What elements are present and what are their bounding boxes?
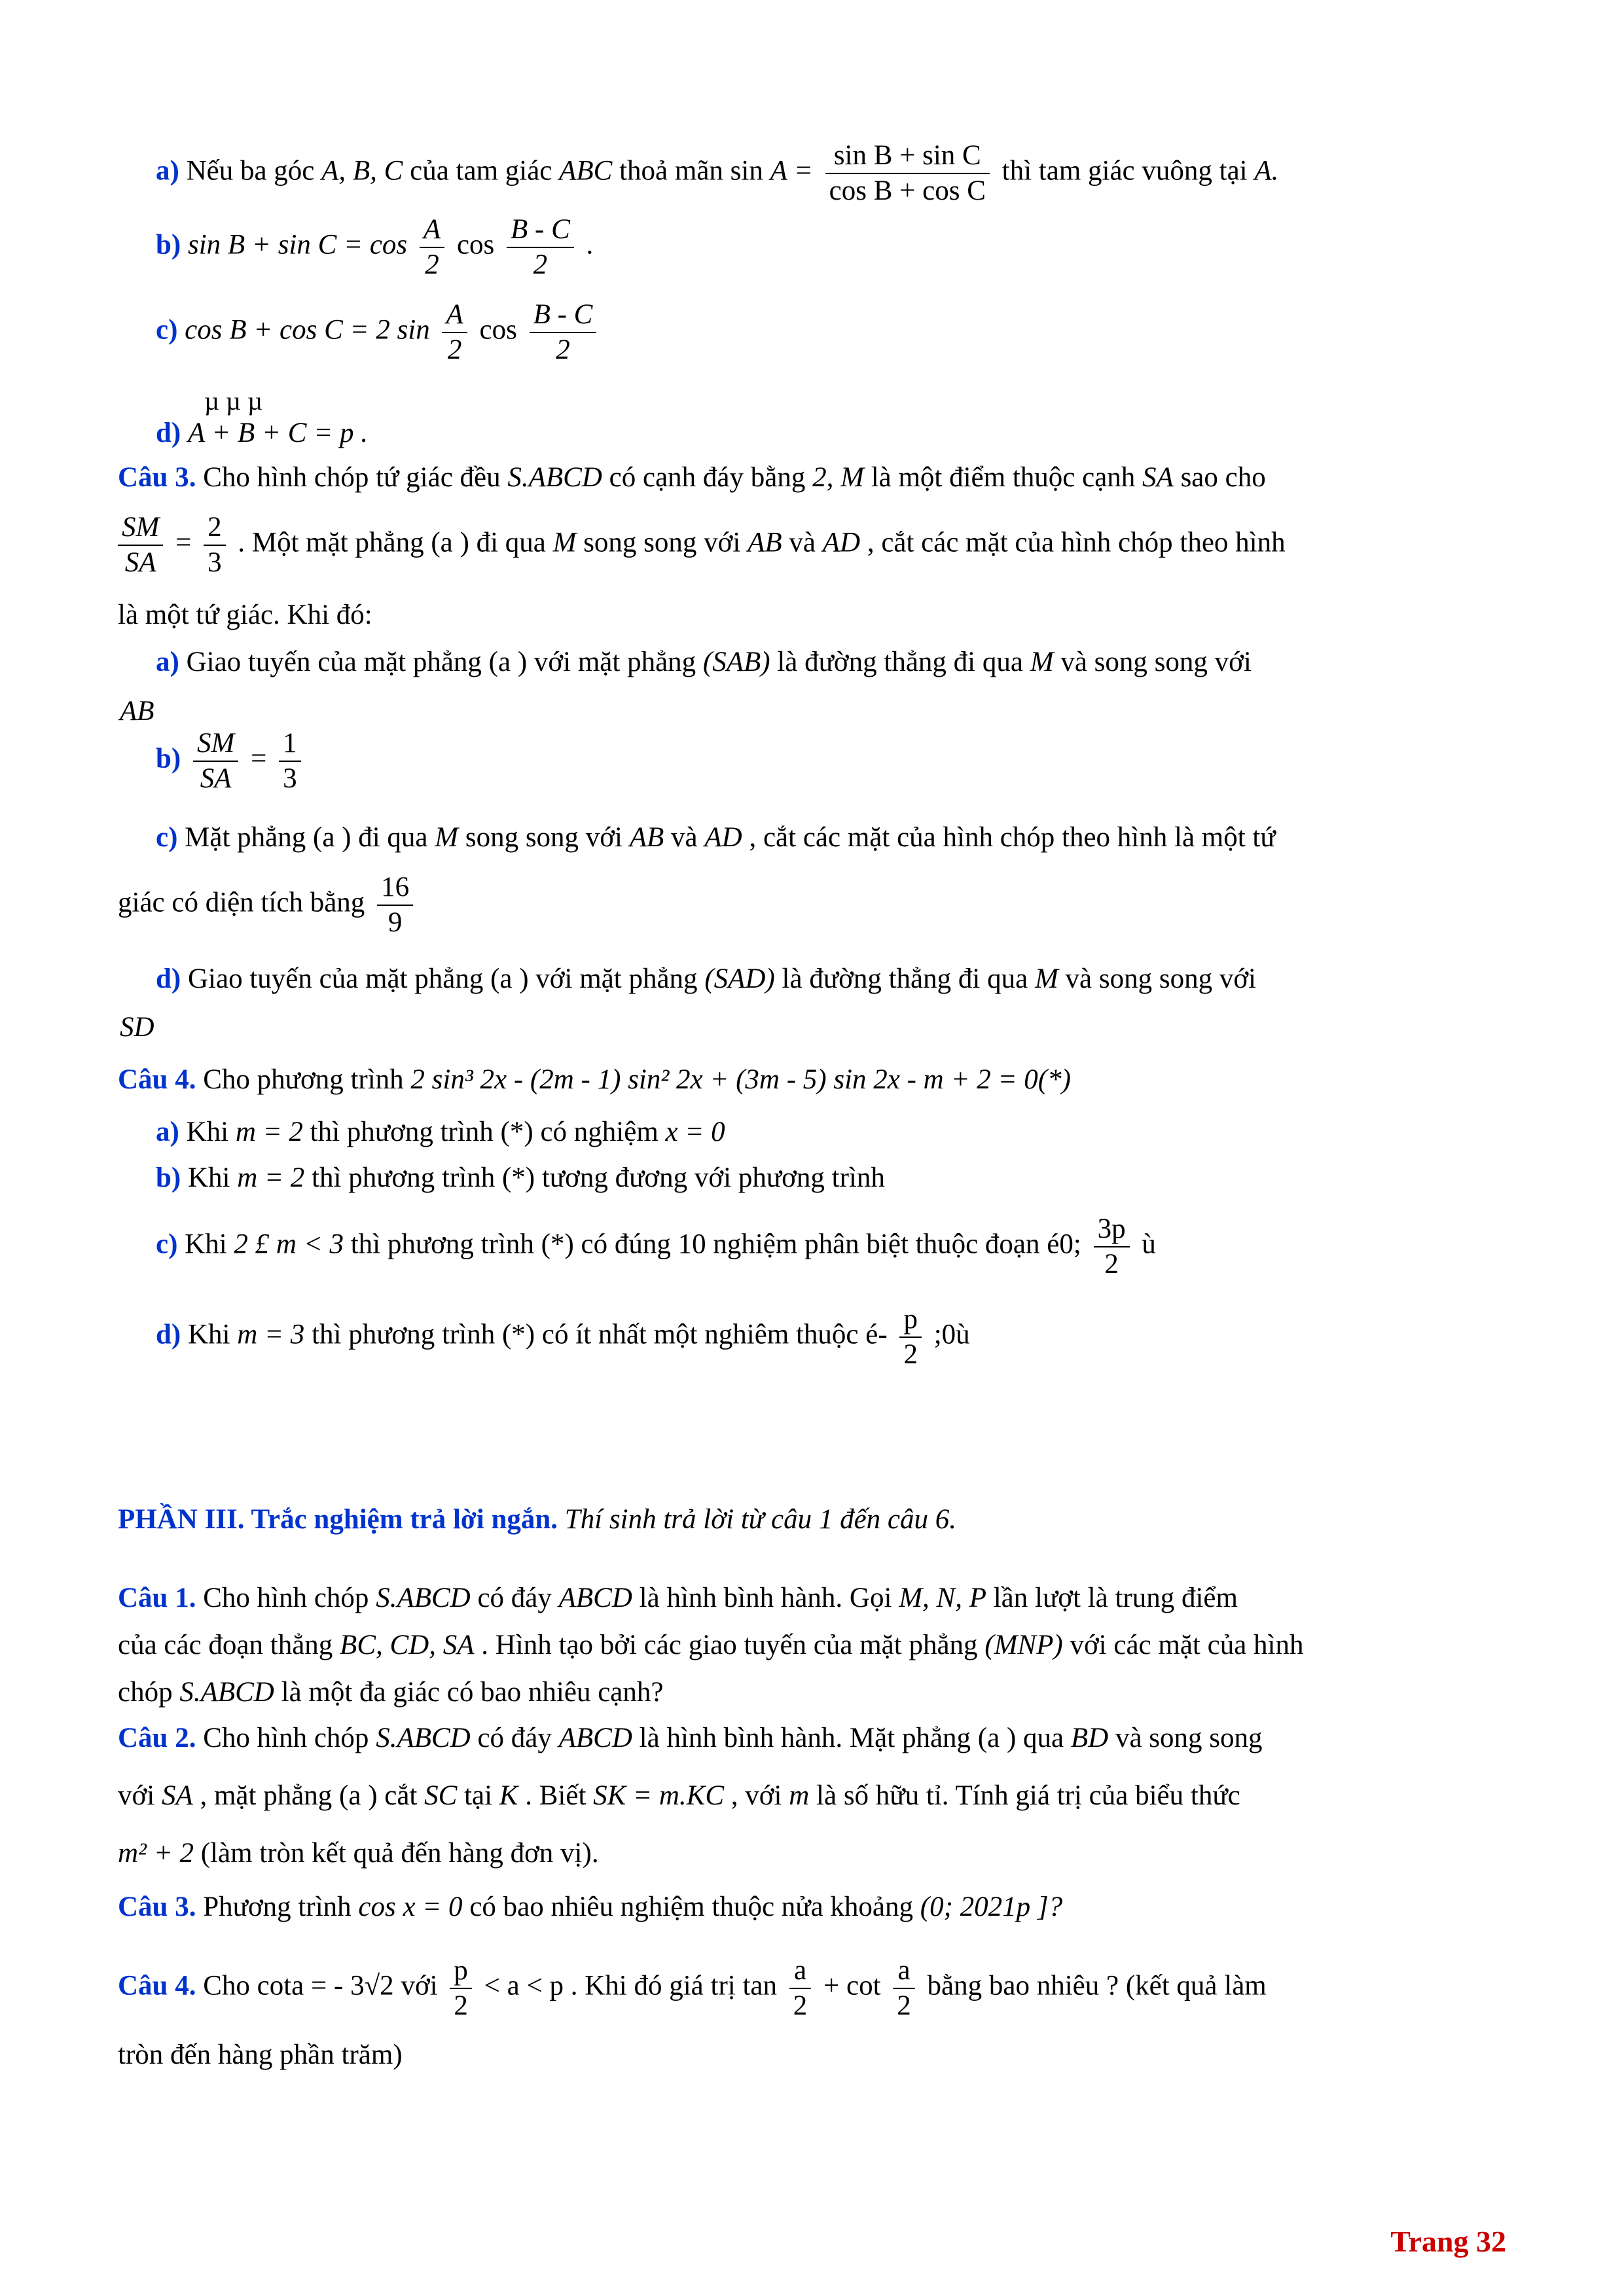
q2-item-b — [156, 213, 593, 281]
text: là một điểm thuộc cạnh — [871, 462, 1136, 493]
section-heading — [118, 1505, 956, 1534]
text: thì phương trình (*) tương đương với phương trình — [312, 1162, 885, 1193]
math: ù — [1142, 1229, 1156, 1260]
text: Phương trình — [203, 1892, 352, 1922]
fraction — [442, 298, 467, 367]
denominator: 2 — [1104, 1248, 1119, 1280]
denominator: 2 — [903, 1338, 918, 1370]
math: = — [175, 527, 192, 558]
text: có đáy — [477, 1583, 552, 1613]
text: . Biết — [525, 1780, 586, 1811]
s1-line-3 — [118, 1678, 663, 1706]
text: . Hình tạo bởi các giao tuyến của mặt phẳng — [481, 1630, 978, 1660]
item-label: d) — [156, 1319, 181, 1350]
q3-item-a-cont — [120, 697, 154, 725]
text: thì phương trình (*) có ít nhất một nghiêm thuộc — [312, 1319, 859, 1350]
text: Khi — [186, 1117, 229, 1147]
fraction — [450, 1954, 472, 2022]
math: S.ABCD — [376, 1583, 471, 1613]
s2-line-3 — [118, 1839, 599, 1867]
item-label: a) — [156, 155, 179, 187]
text: , mặt phẳng (a ) cắt — [200, 1780, 418, 1811]
q2-item-c — [156, 298, 602, 367]
numerator: 1 — [279, 726, 301, 762]
text: Khi — [187, 1319, 230, 1350]
text: < a < p . Khi đó giá trị tan — [484, 1970, 777, 2001]
math: é0; — [1047, 1229, 1081, 1260]
numerator: a — [893, 1954, 915, 1989]
numerator: p — [899, 1302, 922, 1338]
q4-item-c — [156, 1212, 1156, 1281]
numerator: SM — [193, 726, 238, 762]
text: có bao nhiêu nghiệm thuộc nửa khoảng — [469, 1892, 914, 1922]
q3-item-c-cont — [118, 870, 418, 939]
math: M, N, P — [899, 1583, 986, 1613]
numerator: A — [442, 298, 467, 333]
math: sin B + sin C = cos — [187, 229, 408, 260]
math: cos B + cos C = 2 sin — [185, 314, 430, 346]
math: m = 2 — [237, 1162, 305, 1193]
math: (0; 2021p ]? — [920, 1892, 1063, 1922]
q3-line-3 — [118, 601, 372, 629]
text: Khi — [187, 1162, 230, 1193]
page-number: Trang 32 — [1390, 2225, 1506, 2258]
fraction — [279, 726, 301, 795]
math: ;0ù — [933, 1319, 970, 1350]
math: (SAB) — [702, 647, 770, 677]
math: A + B + C = p . — [187, 418, 368, 448]
text: song song với — [583, 527, 741, 558]
math: AD — [704, 822, 742, 853]
q4-line-1 — [118, 1066, 1071, 1094]
denominator: 2 — [425, 249, 439, 280]
item-label: b) — [156, 1162, 181, 1193]
math: x = 0 — [665, 1117, 725, 1147]
denominator: 9 — [388, 906, 403, 938]
q3-item-d — [156, 965, 1256, 993]
s4-line-2 — [118, 2041, 403, 2069]
fraction — [1094, 1212, 1130, 1281]
math: cos x = 0 — [358, 1892, 463, 1922]
question-number: Câu 3. — [118, 462, 196, 493]
text: thì phương trình (*) có đúng 10 nghiệm phân biệt thuộc đoạn — [350, 1229, 1040, 1260]
math: M — [1030, 647, 1054, 677]
text: Khi — [185, 1229, 227, 1260]
text: là một tứ giác. Khi đó: — [118, 600, 372, 630]
math: M — [1034, 963, 1058, 994]
math: cos — [456, 229, 495, 260]
math: 2, M — [812, 462, 864, 493]
text: và — [671, 822, 698, 853]
q3-line-1 — [118, 463, 1266, 492]
q2-item-d-hats — [204, 388, 262, 414]
q3-item-b — [156, 726, 306, 795]
item-label: b) — [156, 229, 181, 260]
text: và — [789, 527, 816, 558]
math: ABCD — [558, 1723, 632, 1753]
text: và song song với — [1065, 963, 1257, 994]
text: là một đa giác có bao nhiêu cạnh? — [281, 1677, 664, 1708]
text: có đáy — [477, 1723, 552, 1753]
text: thì phương trình (*) có nghiệm — [310, 1117, 659, 1147]
text: và song song với — [1060, 647, 1252, 677]
text: Cho phương trình — [203, 1064, 404, 1095]
q4-item-a — [156, 1118, 725, 1146]
denominator: 2 — [454, 1990, 468, 2021]
fraction — [118, 511, 163, 579]
text: tròn đến hàng phần trăm) — [118, 2039, 403, 2070]
hat-marks: µ µ µ — [204, 386, 263, 416]
q2-item-a — [156, 139, 1278, 207]
numerator: p — [450, 1954, 472, 1989]
s1-line-2 — [118, 1631, 1303, 1659]
math: BD — [1070, 1723, 1109, 1753]
text: là hình bình hành. Mặt phẳng (a ) qua — [639, 1723, 1064, 1753]
text: sao cho — [1180, 462, 1266, 493]
fraction — [899, 1302, 922, 1371]
text: là số hữu tỉ. Tính giá trị của biểu thức — [816, 1780, 1240, 1811]
item-label: b) — [156, 743, 181, 774]
math: AB — [748, 527, 782, 558]
math: A. — [1254, 155, 1279, 187]
math: + cot — [823, 1970, 881, 2001]
math: m² + 2 — [118, 1838, 194, 1869]
fraction — [825, 139, 990, 207]
s1-line-1 — [118, 1584, 1238, 1612]
text: Giao tuyến của mặt phẳng (a ) với mặt phẳng — [186, 647, 696, 677]
math: SD — [120, 1012, 154, 1043]
denominator: cos B + cos C — [829, 175, 986, 206]
section-instruction: Thí sinh trả lời từ câu 1 đến câu 6. — [564, 1504, 957, 1535]
item-label: c) — [156, 822, 178, 853]
text: của tam giác — [410, 155, 552, 187]
denominator: 2 — [793, 1990, 808, 2021]
math: SA — [1142, 462, 1174, 493]
numerator: 16 — [377, 870, 413, 906]
math: AB — [629, 822, 664, 853]
math: é- — [865, 1319, 888, 1350]
text: của các đoạn thẳng — [118, 1630, 333, 1660]
fraction — [789, 1954, 812, 2022]
math: AD — [822, 527, 861, 558]
q3-line-2 — [118, 511, 1286, 579]
question-number: Câu 1. — [118, 1583, 196, 1613]
text: là đường thẳng đi qua — [782, 963, 1028, 994]
question-number: Câu 2. — [118, 1723, 196, 1753]
s4-line-1 — [118, 1954, 1267, 2022]
denominator: 3 — [283, 762, 297, 794]
q4-item-d — [156, 1302, 970, 1371]
math: S.ABCD — [179, 1677, 274, 1708]
math: A = — [770, 155, 813, 187]
math: Cho cota = - 3√2 — [203, 1970, 394, 2001]
text: Mặt phẳng (a ) đi qua — [185, 822, 428, 853]
text: thoả mãn sin — [619, 155, 763, 187]
math: SC — [424, 1780, 458, 1811]
text: , cắt các mặt của hình chóp theo hình là một tứ — [749, 822, 1276, 853]
numerator: SM — [118, 511, 163, 546]
question-number: Câu 4. — [118, 1970, 196, 2001]
item-label: c) — [156, 314, 178, 346]
text: tại — [464, 1780, 493, 1811]
s2-line-2 — [118, 1782, 1240, 1810]
math: 2 £ m < 3 — [234, 1229, 344, 1260]
math: SA — [161, 1780, 193, 1811]
s3-line-1 — [118, 1893, 1062, 1921]
text: với — [401, 1970, 438, 2001]
numerator: B - C — [507, 213, 574, 248]
text: (làm tròn kết quả đến hàng đơn vị). — [200, 1838, 599, 1869]
math: S.ABCD — [376, 1723, 471, 1753]
q4-item-b — [156, 1164, 885, 1192]
item-label: a) — [156, 647, 179, 677]
item-label: d) — [156, 418, 181, 448]
math: K — [499, 1780, 518, 1811]
q3-item-a — [156, 648, 1252, 676]
section-title: PHẦN III. Trắc nghiệm trả lời ngắn. — [118, 1504, 558, 1535]
text: Cho hình chóp — [203, 1723, 369, 1753]
numerator: 2 — [204, 511, 226, 546]
denominator: 2 — [533, 249, 548, 280]
text: lần lượt là trung điểm — [993, 1583, 1238, 1613]
math: ABC — [559, 155, 613, 187]
text: . Một mặt phẳng (a ) đi qua — [238, 527, 546, 558]
fraction — [530, 298, 597, 367]
text: Nếu ba góc — [186, 155, 315, 187]
math: A, B, C — [321, 155, 403, 187]
fraction — [507, 213, 574, 281]
text: , với — [731, 1780, 782, 1811]
math: BC, CD, SA — [340, 1630, 475, 1660]
math: = — [251, 743, 267, 774]
text: Giao tuyến của mặt phẳng (a ) với mặt phẳng — [187, 963, 698, 994]
math: AB — [120, 696, 154, 726]
math: m — [789, 1780, 810, 1811]
math: m = 3 — [237, 1319, 305, 1350]
text: và song song — [1115, 1723, 1263, 1753]
q2-item-d — [156, 419, 368, 447]
text: . — [586, 229, 594, 260]
denominator: SA — [200, 762, 232, 794]
text: với các mặt của hình — [1070, 1630, 1304, 1660]
item-label: c) — [156, 1229, 178, 1260]
text: chóp — [118, 1677, 173, 1708]
text: giác có diện tích bằng — [118, 887, 365, 918]
denominator: SA — [124, 547, 156, 578]
text: là đường thẳng đi qua — [777, 647, 1023, 677]
math: M — [435, 822, 459, 853]
numerator: a — [789, 1954, 812, 1989]
text: , cắt các mặt của hình chóp theo hình — [867, 527, 1286, 558]
math: SK = m.KC — [593, 1780, 725, 1811]
text: bằng bao nhiêu ? (kết quả làm — [927, 1970, 1267, 2001]
denominator: 2 — [447, 334, 462, 365]
numerator: 3p — [1094, 1212, 1130, 1247]
numerator: sin B + sin C — [825, 139, 990, 174]
item-label: d) — [156, 963, 181, 994]
question-number: Câu 3. — [118, 1892, 196, 1922]
fraction — [420, 213, 444, 281]
text: Cho hình chóp — [203, 1583, 369, 1613]
fraction — [377, 870, 413, 939]
text: thì tam giác vuông tại — [1001, 155, 1248, 187]
text: song song với — [465, 822, 623, 853]
fraction — [893, 1954, 915, 2022]
question-number: Câu 4. — [118, 1064, 196, 1095]
text: với — [118, 1780, 155, 1811]
denominator: 2 — [897, 1990, 911, 2021]
math: cos — [479, 314, 517, 346]
math: 2 sin³ 2x - (2m - 1) sin² 2x + (3m - 5) sin 2x - m + 2 = 0(*) — [410, 1064, 1071, 1095]
fraction — [193, 726, 238, 795]
text: Cho hình chóp tứ giác đều — [203, 462, 501, 493]
math: m = 2 — [235, 1117, 303, 1147]
s2-line-1 — [118, 1724, 1263, 1752]
math: ABCD — [558, 1583, 632, 1613]
item-label: a) — [156, 1117, 179, 1147]
math: S.ABCD — [507, 462, 602, 493]
text: là hình bình hành. Gọi — [639, 1583, 892, 1613]
math: (SAD) — [704, 963, 775, 994]
q3-item-d-cont — [120, 1013, 154, 1041]
denominator: 2 — [556, 334, 570, 365]
math: (MNP) — [984, 1630, 1063, 1660]
fraction — [204, 511, 226, 579]
numerator: B - C — [530, 298, 597, 333]
denominator: 3 — [208, 547, 222, 578]
numerator: A — [420, 213, 444, 248]
text: có cạnh đáy bằng — [609, 462, 806, 493]
math: M — [552, 527, 577, 558]
q3-item-c — [156, 823, 1276, 852]
